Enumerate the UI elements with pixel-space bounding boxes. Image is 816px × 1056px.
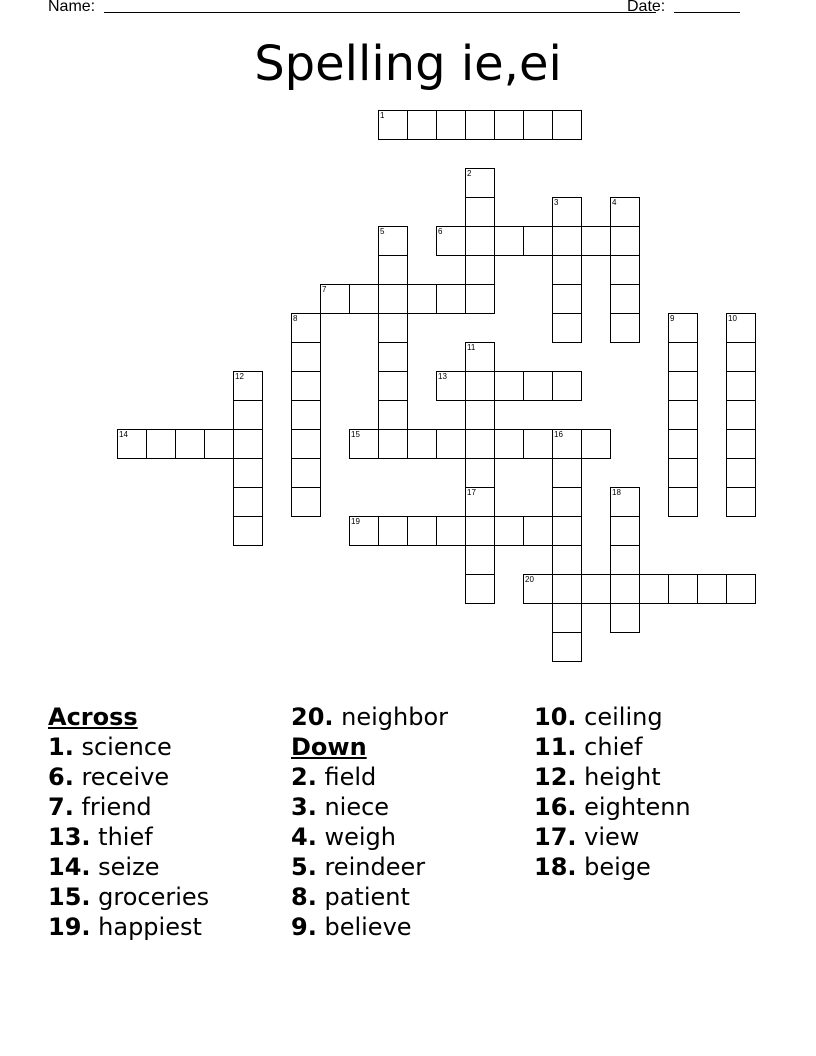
grid-cell[interactable] xyxy=(552,197,582,227)
down-clue: 11. chief xyxy=(534,733,643,761)
grid-cell[interactable] xyxy=(233,429,263,459)
grid-cell[interactable] xyxy=(668,400,698,430)
grid-cell[interactable] xyxy=(523,574,553,604)
cell-number: 14 xyxy=(119,430,128,439)
name-label: Name: xyxy=(48,0,96,15)
grid-cell[interactable] xyxy=(320,284,350,314)
grid-cell[interactable] xyxy=(610,255,640,285)
across-clue: 20. neighbor xyxy=(291,703,449,731)
down-clue: 5. reindeer xyxy=(291,853,426,881)
grid-cell[interactable] xyxy=(378,226,408,256)
grid-cell[interactable] xyxy=(465,255,495,285)
cell-number: 19 xyxy=(351,517,360,526)
grid-cell[interactable] xyxy=(204,429,234,459)
grid-cell[interactable] xyxy=(291,371,321,401)
across-clue: 7. friend xyxy=(48,793,152,821)
grid-cell[interactable] xyxy=(668,429,698,459)
grid-cell[interactable] xyxy=(233,400,263,430)
grid-cell[interactable] xyxy=(436,110,466,140)
grid-cell[interactable] xyxy=(378,516,408,546)
down-clue: 3. niece xyxy=(291,793,390,821)
grid-cell[interactable] xyxy=(378,342,408,372)
grid-cell[interactable] xyxy=(610,516,640,546)
across-clue: 1. science xyxy=(48,733,172,761)
cell-number: 18 xyxy=(612,488,621,497)
across-clue: 14. seize xyxy=(48,853,160,881)
grid-cell[interactable] xyxy=(639,574,669,604)
down-clue: 16. eightenn xyxy=(534,793,691,821)
grid-cell[interactable] xyxy=(610,545,640,575)
cell-number: 13 xyxy=(438,372,447,381)
grid-cell[interactable] xyxy=(465,429,495,459)
grid-cell[interactable] xyxy=(465,516,495,546)
cell-number: 10 xyxy=(728,314,737,323)
grid-cell[interactable] xyxy=(436,429,466,459)
grid-cell[interactable] xyxy=(668,371,698,401)
grid-cell[interactable] xyxy=(117,429,147,459)
grid-cell[interactable] xyxy=(552,603,582,633)
grid-cell[interactable] xyxy=(233,487,263,517)
grid-cell[interactable] xyxy=(610,574,640,604)
grid-cell[interactable] xyxy=(291,313,321,343)
grid-cell[interactable] xyxy=(494,371,524,401)
clue-column-1 xyxy=(48,702,209,942)
cell-number: 12 xyxy=(235,372,244,381)
grid-cell[interactable] xyxy=(407,516,437,546)
grid-cell[interactable] xyxy=(610,197,640,227)
grid-cell[interactable] xyxy=(552,110,582,140)
cell-number: 3 xyxy=(554,198,559,207)
date-label: Date: xyxy=(627,0,666,15)
grid-cell[interactable] xyxy=(465,545,495,575)
grid-cell[interactable] xyxy=(465,110,495,140)
grid-cell[interactable] xyxy=(523,110,553,140)
grid-cell[interactable] xyxy=(465,342,495,372)
grid-cell[interactable] xyxy=(465,168,495,198)
grid-cell[interactable] xyxy=(494,226,524,256)
cell-number: 9 xyxy=(670,314,675,323)
grid-cell[interactable] xyxy=(726,429,756,459)
cell-number: 5 xyxy=(380,227,385,236)
clue-column-2 xyxy=(291,702,448,942)
grid-cell[interactable] xyxy=(552,255,582,285)
grid-cell[interactable] xyxy=(175,429,205,459)
grid-cell[interactable] xyxy=(291,458,321,488)
grid-cell[interactable] xyxy=(581,574,611,604)
grid-cell[interactable] xyxy=(552,371,582,401)
grid-cell[interactable] xyxy=(581,226,611,256)
grid-cell[interactable] xyxy=(494,110,524,140)
grid-cell[interactable] xyxy=(349,429,379,459)
grid-cell[interactable] xyxy=(407,110,437,140)
page-title: Spelling ie,ei xyxy=(254,36,562,92)
grid-cell[interactable] xyxy=(436,226,466,256)
grid-cell[interactable] xyxy=(407,284,437,314)
down-clue: 8. patient xyxy=(291,883,410,911)
grid-cell[interactable] xyxy=(610,487,640,517)
grid-cell[interactable] xyxy=(465,226,495,256)
across-heading: Across xyxy=(48,703,138,731)
cell-number: 8 xyxy=(293,314,298,323)
grid-cell[interactable] xyxy=(523,371,553,401)
grid-cell[interactable] xyxy=(378,429,408,459)
grid-cell[interactable] xyxy=(378,400,408,430)
down-clue: 2. field xyxy=(291,763,377,791)
grid-cell[interactable] xyxy=(494,516,524,546)
down-clue: 17. view xyxy=(534,823,640,851)
grid-cell[interactable] xyxy=(668,342,698,372)
grid-cell[interactable] xyxy=(610,313,640,343)
grid-cell[interactable] xyxy=(552,574,582,604)
grid-cell[interactable] xyxy=(378,284,408,314)
grid-cell[interactable] xyxy=(726,313,756,343)
grid-cell[interactable] xyxy=(552,313,582,343)
grid-cell[interactable] xyxy=(726,487,756,517)
grid-cell[interactable] xyxy=(552,226,582,256)
grid-cell[interactable] xyxy=(552,516,582,546)
grid-cell[interactable] xyxy=(465,458,495,488)
grid-cell[interactable] xyxy=(465,574,495,604)
grid-cell[interactable] xyxy=(291,487,321,517)
grid-cell[interactable] xyxy=(465,284,495,314)
grid-cell[interactable] xyxy=(465,371,495,401)
grid-cell[interactable] xyxy=(291,429,321,459)
cell-number: 11 xyxy=(467,343,476,352)
grid-cell[interactable] xyxy=(668,487,698,517)
grid-cell[interactable] xyxy=(146,429,176,459)
grid-cell[interactable] xyxy=(726,574,756,604)
grid-cell[interactable] xyxy=(726,342,756,372)
grid-cell[interactable] xyxy=(436,284,466,314)
grid-cell[interactable] xyxy=(668,313,698,343)
cell-number: 6 xyxy=(438,227,443,236)
grid-cell[interactable] xyxy=(610,284,640,314)
cell-number: 20 xyxy=(525,575,534,584)
grid-cell[interactable] xyxy=(668,458,698,488)
cell-number: 1 xyxy=(380,111,385,120)
grid-cell[interactable] xyxy=(610,603,640,633)
cell-number: 4 xyxy=(612,198,617,207)
grid-cell[interactable] xyxy=(494,429,524,459)
grid-cell[interactable] xyxy=(581,429,611,459)
across-clue: 19. happiest xyxy=(48,913,202,941)
clue-column-3 xyxy=(534,702,691,882)
grid-cell[interactable] xyxy=(291,342,321,372)
grid-cell[interactable] xyxy=(378,255,408,285)
grid-cell[interactable] xyxy=(233,458,263,488)
grid-cell[interactable] xyxy=(436,371,466,401)
grid-cell[interactable] xyxy=(523,429,553,459)
grid-cell[interactable] xyxy=(523,226,553,256)
cell-number: 17 xyxy=(467,488,476,497)
grid-cell[interactable] xyxy=(407,429,437,459)
grid-cell[interactable] xyxy=(465,197,495,227)
grid-cell[interactable] xyxy=(552,545,582,575)
down-heading: Down xyxy=(291,733,367,761)
cell-number: 15 xyxy=(351,430,360,439)
grid-cell[interactable] xyxy=(552,284,582,314)
across-clue: 6. receive xyxy=(48,763,170,791)
grid-cell[interactable] xyxy=(349,284,379,314)
cell-number: 2 xyxy=(467,169,472,178)
grid-cell[interactable] xyxy=(552,458,582,488)
grid-cell[interactable] xyxy=(552,487,582,517)
cell-number: 7 xyxy=(322,285,327,294)
grid-cell[interactable] xyxy=(610,226,640,256)
grid-cell[interactable] xyxy=(465,487,495,517)
grid-cell[interactable] xyxy=(726,400,756,430)
grid-cell[interactable] xyxy=(465,400,495,430)
grid-cell[interactable] xyxy=(378,371,408,401)
grid-cell[interactable] xyxy=(349,516,379,546)
down-clue: 10. ceiling xyxy=(534,703,663,731)
grid-cell[interactable] xyxy=(668,574,698,604)
grid-cell[interactable] xyxy=(552,632,582,662)
down-clue: 4. weigh xyxy=(291,823,396,851)
grid-cell[interactable] xyxy=(291,400,321,430)
grid-cell[interactable] xyxy=(726,458,756,488)
grid-cell[interactable] xyxy=(552,429,582,459)
grid-cell[interactable] xyxy=(378,110,408,140)
grid-cell[interactable] xyxy=(726,371,756,401)
across-clue: 15. groceries xyxy=(48,883,210,911)
grid-cell[interactable] xyxy=(233,371,263,401)
down-clue: 18. beige xyxy=(534,853,651,881)
down-clue: 12. height xyxy=(534,763,661,791)
down-clue: 9. believe xyxy=(291,913,412,941)
grid-cell[interactable] xyxy=(378,313,408,343)
grid-cell[interactable] xyxy=(697,574,727,604)
grid-cell[interactable] xyxy=(436,516,466,546)
grid-cell[interactable] xyxy=(523,516,553,546)
across-clue: 13. thief xyxy=(48,823,153,851)
grid-cell[interactable] xyxy=(233,516,263,546)
cell-number: 16 xyxy=(554,430,563,439)
